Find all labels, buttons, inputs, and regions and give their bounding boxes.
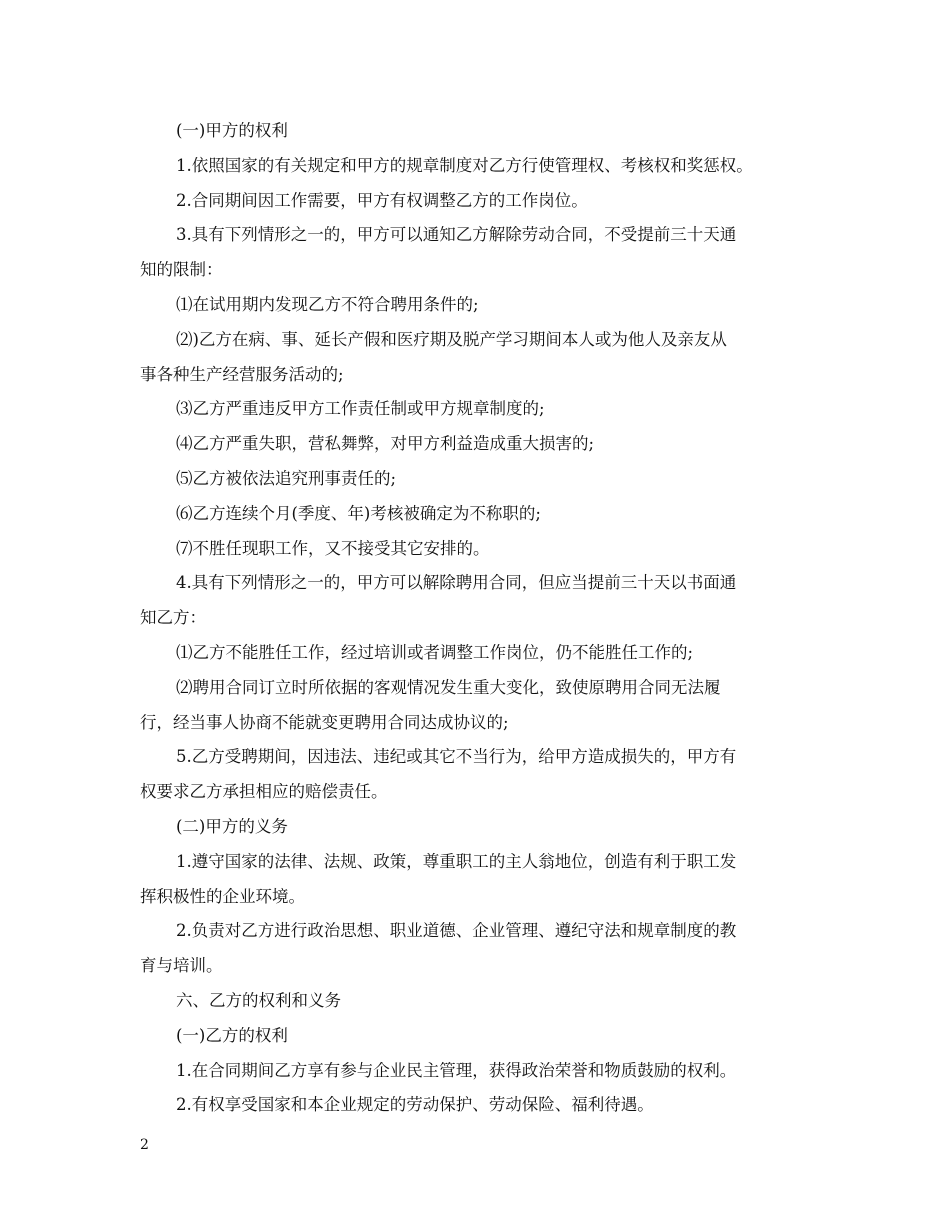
text-line: 六、乙方的权利和义务 [176,990,341,1010]
text-line: ⑵)乙方在病、事、延长产假和医疗期及脱产学习期间本人或为他人及亲友从 [176,329,727,349]
text-line: ⑸乙方被依法追究刑事责任的; [176,468,397,488]
text-line: ⑷乙方严重失职，营私舞弊，对甲方利益造成重大损害的; [176,434,595,454]
text-line: 1.在合同期间乙方享有参与企业民主管理，获得政治荣誉和物质鼓励的权利。 [176,1060,737,1080]
text-line: 2.有权享受国家和本企业规定的劳动保护、劳动保险、福利待遇。 [176,1095,654,1115]
text-line: 事各种生产经营服务活动的; [140,364,344,384]
text-line: (二)甲方的义务 [176,816,288,836]
text-line: (一)乙方的权利 [176,1025,288,1045]
document-body [140,114,830,1123]
text-line: 挥积极性的企业环境。 [140,886,305,906]
text-line: ⑺不胜任现职工作，又不接受其它安排的。 [176,538,490,558]
text-line: 1.遵守国家的法律、法规、政策，尊重职工的主人翁地位，创造有利于职工发 [176,851,737,871]
text-line: 育与培训。 [140,956,223,976]
text-line: (一)甲方的权利 [176,121,288,140]
text-line: 行，经当事人协商不能就变更聘用合同达成协议的; [140,712,509,732]
page-number: 2 [140,1137,149,1153]
text-line: ⑵聘用合同订立时所依据的客观情况发生重大变化，致使原聘用合同无法履 [176,677,721,697]
text-line: 5.乙方受聘期间，因违法、违纪或其它不当行为，给甲方造成损失的，甲方有 [176,747,737,767]
text-line: 1.依照国家的有关规定和甲方的规章制度对乙方行使管理权、考核权和奖惩权。 [176,155,753,175]
text-line: 知乙方： [140,608,206,628]
text-line: 4.具有下列情形之一的，甲方可以解除聘用合同，但应当提前三十天以书面通 [176,573,737,593]
text-line: ⑹乙方连续个月(季度、年)考核被确定为不称职的; [176,503,541,523]
text-line: ⑴在试用期内发现乙方不符合聘用条件的; [176,294,479,314]
text-line: 知的限制： [140,260,223,280]
text-line: 2.合同期间因工作需要，甲方有权调整乙方的工作岗位。 [176,190,588,210]
text-line: ⑴乙方不能胜任工作，经过培训或者调整工作岗位，仍不能胜任工作的; [176,642,694,662]
text-line: 权要求乙方承担相应的赔偿责任。 [140,782,388,802]
text-line: ⑶乙方严重违反甲方工作责任制或甲方规章制度的; [176,399,545,419]
text-line: 2.负责对乙方进行政治思想、职业道德、企业管理、遵纪守法和规章制度的教 [176,921,737,941]
text-line: 3.具有下列情形之一的，甲方可以通知乙方解除劳动合同，不受提前三十天通 [176,225,737,245]
